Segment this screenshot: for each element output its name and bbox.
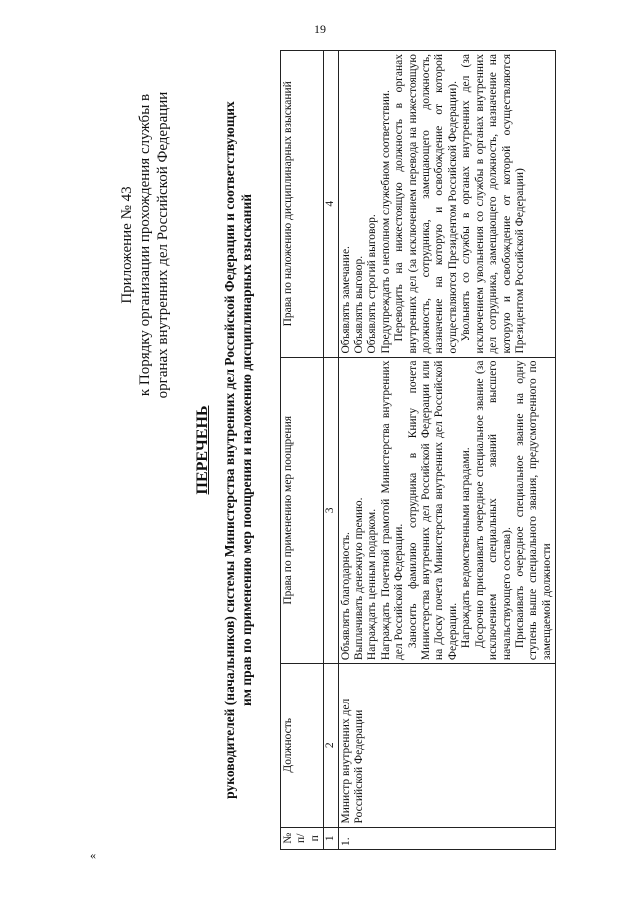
column-number-3: 3 bbox=[324, 357, 338, 664]
row-rewards bbox=[338, 357, 556, 664]
penalty-item: Увольнять со службы в органах внутренних дел (за исключением увольнения со службы в органах внутренних дел сотрудника, замещающего должность, назначение на которую и освобождение от которой осуществляются Президентом Российской Федерации) bbox=[460, 54, 526, 354]
reward-item: Досрочно присваивать очередное специальное звание (за исключением специальных званий высшего начальствующего состава). bbox=[473, 360, 513, 661]
column-number-2: 2 bbox=[324, 664, 338, 827]
reward-item: Награждать ценным подарком. bbox=[366, 508, 379, 661]
penalty-item: Объявлять строгий выговор. bbox=[366, 214, 379, 354]
column-number-row bbox=[324, 51, 338, 850]
penalty-item: Переводить на нижестоящую должность в органах внутренних дел (за исключением перевода на нижестоящую должность, сотрудника, замещающего должность, назначение на которую и освобождение от которой осуществляются Президентом Российской Федерации). bbox=[393, 54, 459, 354]
appendix-line-1: Приложение № 43 bbox=[119, 186, 135, 304]
rights-table bbox=[280, 50, 556, 850]
page-number: 19 bbox=[314, 22, 326, 36]
header-position: Должность bbox=[281, 664, 324, 827]
reward-item: Награждать ведомственными наградами. bbox=[460, 447, 473, 649]
header-penalties: Права по наложению дисциплинарных взысканий bbox=[281, 51, 324, 358]
heading-line-1: руководителей (начальников) системы Министерства внутренних дел Российской Федерации и соответствующих bbox=[222, 101, 237, 799]
corner-mark: « bbox=[90, 848, 96, 862]
reward-item: Заносить фамилию сотрудника в Книгу почета Министерства внутренних дел Российской Федерации или на Доску почета Министерства внутренних дел Российской Федерации. bbox=[406, 360, 459, 661]
penalty-item: Предупреждать о неполном служебном соответствии. bbox=[379, 90, 392, 354]
rotated-page-content bbox=[100, 50, 585, 850]
reward-item: Присваивать очередное специальное звание на одну ступень выше специального звания, предусмотренного по замещаемой должности bbox=[513, 360, 553, 661]
heading-line-2: им прав по применению мер поощрения и наложению дисциплинарных взысканий bbox=[239, 193, 254, 707]
appendix-line-2: к Порядку организации прохождения службы в bbox=[137, 93, 153, 397]
penalty-item: Объявлять выговор. bbox=[353, 255, 366, 354]
document-heading bbox=[194, 50, 255, 850]
reward-item: Награждать Почетной грамотой Министерства внутренних дел Российской Федерации. bbox=[379, 360, 406, 661]
header-rewards: Права по применению мер поощрения bbox=[281, 357, 324, 664]
row-position: Министр внутренних дел Российской Федерации bbox=[338, 664, 556, 827]
appendix-line-3: органах внутренних дел Российской Федерации bbox=[155, 91, 171, 399]
reward-item: Выплачивать денежную премию. bbox=[353, 497, 366, 661]
table-header-row bbox=[281, 51, 324, 850]
row-penalties bbox=[338, 51, 556, 358]
reward-item: Объявлять благодарность. bbox=[339, 532, 352, 661]
header-number: № п/п bbox=[281, 827, 324, 849]
appendix-block bbox=[118, 60, 172, 430]
table-row bbox=[338, 51, 556, 850]
column-number-4: 4 bbox=[324, 51, 338, 358]
penalty-item: Объявлять замечание. bbox=[339, 246, 352, 354]
document-title: ПЕРЕЧЕНЬ bbox=[194, 405, 211, 495]
column-number-1: 1 bbox=[324, 827, 338, 849]
row-number: 1. bbox=[338, 827, 556, 849]
